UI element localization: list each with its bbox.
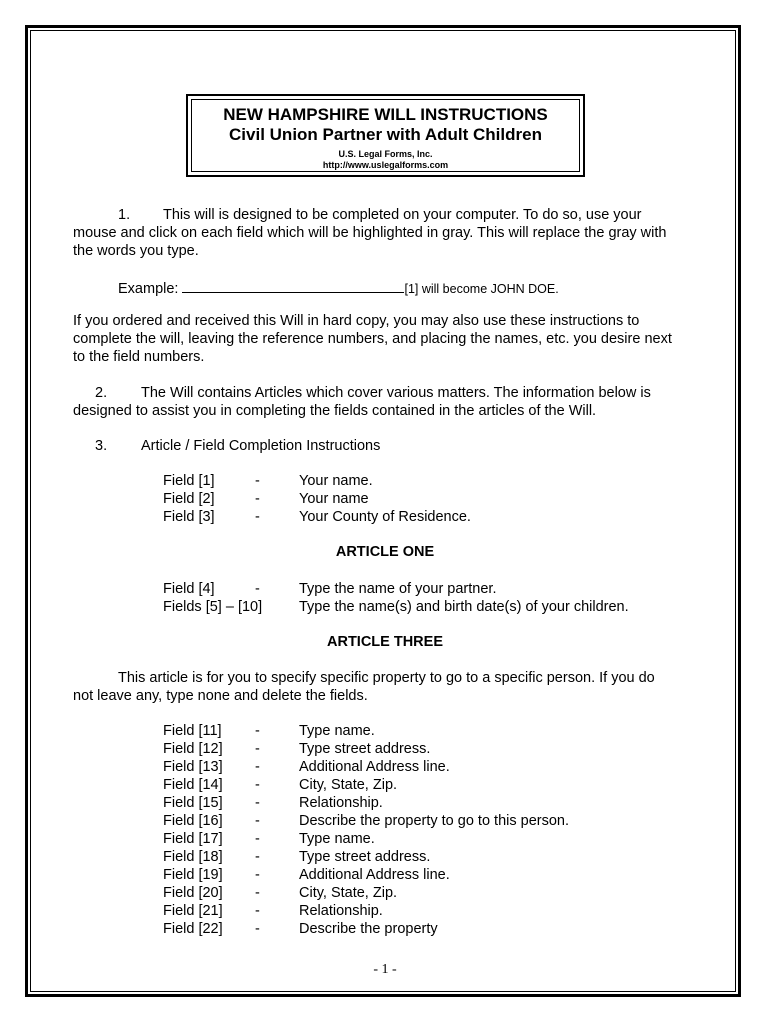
article-one-heading: ARTICLE ONE [335,544,435,560]
paragraph-1-line-1: This will is designed to be completed on your computer. To do so, use your [163,207,642,223]
company-url: http://www.uslegalforms.com [322,160,449,170]
field-label: Fields [5] – [10] [163,599,263,615]
field-dash: - [255,759,260,775]
field-dash: - [255,831,260,847]
field-label: Field [3] [163,509,215,525]
field-description: Type street address. [299,849,431,865]
paragraph-1-line-2: mouse and click on each field which will be highlighted in gray. This will replace the gray with [73,225,667,241]
field-description: Type name. [299,723,375,739]
hardcopy-line-1: If you ordered and received this Will in hard copy, you may also use these instructions to [73,313,640,329]
field-dash: - [255,509,260,525]
field-label: Field [19] [163,867,223,883]
field-label: Field [2] [163,491,215,507]
field-dash: - [255,777,260,793]
field-label: Field [16] [163,813,223,829]
field-dash: - [255,813,260,829]
paragraph-2-line-1: The Will contains Articles which cover various matters. The information below is [141,385,651,401]
field-description: City, State, Zip. [299,885,398,901]
paragraph-3 [95,437,380,455]
document-subtitle: Civil Union Partner with Adult Children [229,125,542,144]
hardcopy-paragraph [73,312,698,366]
field-description: Describe the property to go to this person. [299,813,570,829]
paragraph-2-line-2: designed to assist you in completing the fields contained in the articles of the Will. [73,403,597,419]
field-description: Describe the property [299,921,438,937]
example-label: Example: [118,281,179,297]
paragraph-1 [73,206,698,260]
paragraph-1-line-3: the words you type. [73,243,199,259]
field-dash: - [255,723,260,739]
field-label: Field [1] [163,473,215,489]
field-label: Field [17] [163,831,223,847]
field-dash: - [255,473,260,489]
page-number: - 1 - [373,962,397,977]
document-title: NEW HAMPSHIRE WILL INSTRUCTIONS [223,105,548,124]
field-label: Field [14] [163,777,223,793]
field-description: Your County of Residence. [299,509,471,525]
field-dash: - [255,867,260,883]
company-name: U.S. Legal Forms, Inc. [338,149,433,159]
field-label: Field [21] [163,903,223,919]
field-description: Type street address. [299,741,431,757]
article-three-heading: ARTICLE THREE [327,634,443,650]
field-dash: - [255,849,260,865]
field-label: Field [12] [163,741,223,757]
field-dash: - [255,491,260,507]
example-line [118,278,559,298]
field-description: Relationship. [299,795,383,811]
field-description: Type name. [299,831,375,847]
field-dash: - [255,741,260,757]
field-description: Type the name(s) and birth date(s) of your children. [299,599,629,615]
field-label: Field [13] [163,759,223,775]
field-description: Type the name of your partner. [299,581,497,597]
paragraph-2-number: 2. [95,385,108,401]
field-dash: - [255,581,260,597]
field-description: Additional Address line. [299,867,450,883]
field-dash: - [255,903,260,919]
field-description: Relationship. [299,903,383,919]
hardcopy-line-2: complete the will, leaving the reference numbers, and placing the names, etc. you desire next [73,331,672,347]
field-label: Field [15] [163,795,223,811]
field-label: Field [18] [163,849,223,865]
field-description: Additional Address line. [299,759,450,775]
title-box [191,99,580,172]
paragraph-3-number: 3. [95,438,108,454]
field-dash: - [255,921,260,937]
paragraph-2 [73,384,698,420]
field-dash: - [255,795,260,811]
paragraph-1-number: 1. [118,207,131,223]
field-label: Field [4] [163,581,215,597]
field-description: Your name [299,491,369,507]
field-label: Field [11] [163,723,222,739]
field-dash: - [255,885,260,901]
field-description: Your name. [299,473,373,489]
field-label: Field [20] [163,885,223,901]
article-three-intro-line-2: not leave any, type none and delete the fields. [73,688,368,704]
example-blank [182,278,404,293]
field-description: City, State, Zip. [299,777,398,793]
hardcopy-line-3: to the field numbers. [73,349,205,365]
article-three-intro-line-1: This article is for you to specify specific property to go to a specific person. If you do [118,670,655,686]
article-three-intro [73,669,698,705]
field-label: Field [22] [163,921,223,937]
paragraph-3-text: Article / Field Completion Instructions [141,438,381,454]
example-suffix: [1] will become JOHN DOE. [404,282,559,296]
